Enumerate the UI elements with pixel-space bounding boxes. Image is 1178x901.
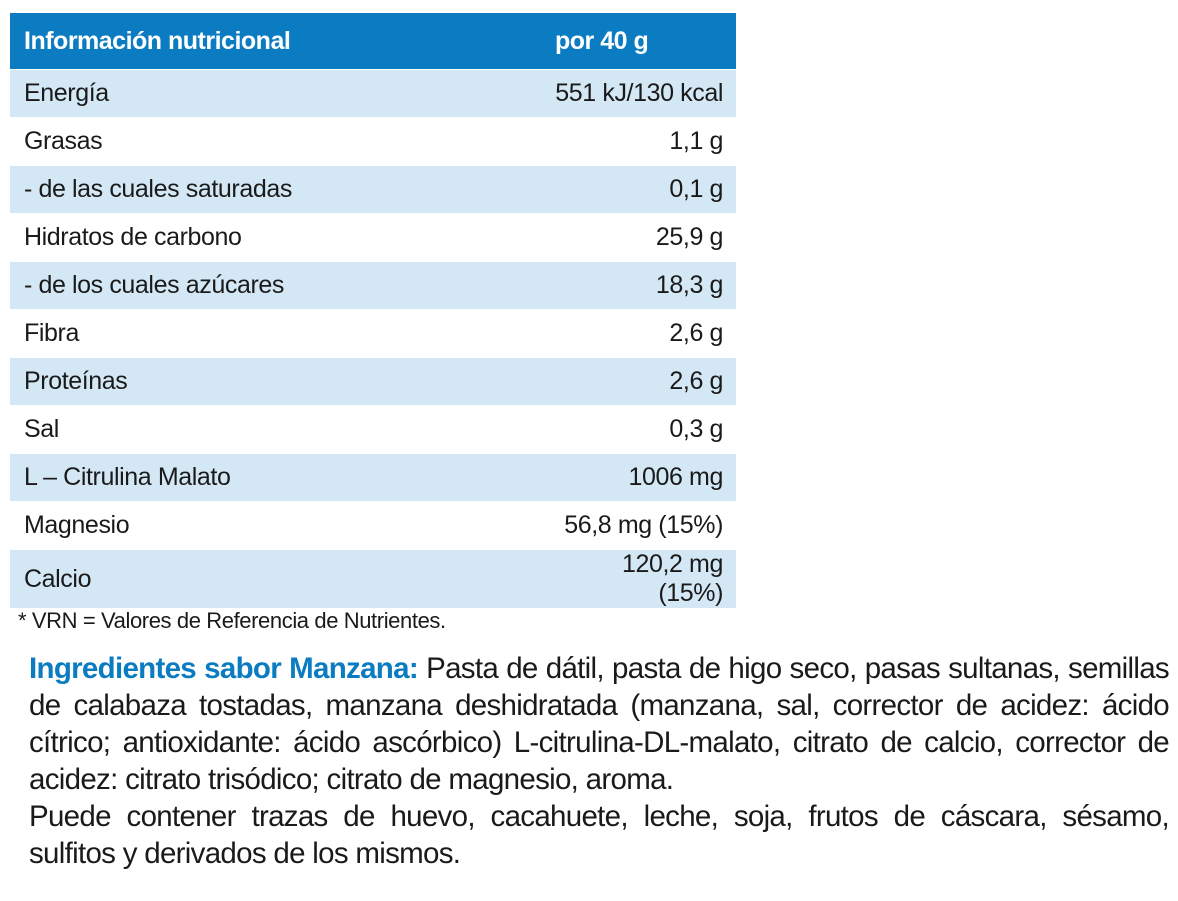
row-value: 56,8 mg (15%) xyxy=(555,502,736,550)
allergens-paragraph: Puede contener trazas de huevo, cacahuete, leche, soja, frutos de cáscara, sésamo, sulfitos y derivados de los mismos. xyxy=(29,800,1169,870)
row-label: Energía xyxy=(10,70,555,118)
row-label: Fibra xyxy=(10,310,555,358)
row-label: Proteínas xyxy=(10,358,555,406)
row-label: - de los cuales azúcares xyxy=(10,262,555,310)
table-row-saturated xyxy=(10,166,736,214)
table-row-carbohydrates xyxy=(10,214,736,262)
row-label: Magnesio xyxy=(10,502,555,550)
table-row-citrulline xyxy=(10,454,736,502)
table-row-magnesium xyxy=(10,502,736,550)
row-value: 25,9 g xyxy=(555,214,736,262)
row-label: Grasas xyxy=(10,118,555,166)
nutrition-table-header-row xyxy=(10,13,736,70)
vrn-footnote: * VRN = Valores de Referencia de Nutrientes. xyxy=(18,608,446,633)
row-value: 1006 mg xyxy=(555,454,736,502)
row-label: Calcio xyxy=(10,550,555,609)
table-row-fiber xyxy=(10,310,736,358)
header-per-serving: por 40 g xyxy=(555,13,736,70)
ingredients-paragraph xyxy=(29,650,1169,798)
ingredients-label: Ingredientes sabor Manzana: xyxy=(29,652,418,685)
row-value: 0,1 g xyxy=(555,166,736,214)
row-label: L – Citrulina Malato xyxy=(10,454,555,502)
ingredients-text: Pasta de dátil, pasta de higo seco, pasas sultanas, semillas de calabaza tostadas, manzana deshidratada (manzana, sal, corrector de acidez: ácido cítrico; antioxidante: ácido ascórbico) L-citrulina-DL-malato, citrato de calcio, corrector de acidez: citrato trisódico; citrato de magnesio, aroma. xyxy=(29,652,1169,796)
row-label: Sal xyxy=(10,406,555,454)
nutrition-table xyxy=(10,13,736,608)
row-value: 18,3 g xyxy=(555,262,736,310)
row-value: 1,1 g xyxy=(555,118,736,166)
table-row-calcium xyxy=(10,550,736,609)
row-value: 0,3 g xyxy=(555,406,736,454)
header-nutrition-info: Información nutricional xyxy=(10,13,555,70)
row-value: 2,6 g xyxy=(555,310,736,358)
table-row-salt xyxy=(10,406,736,454)
table-row-sugars xyxy=(10,262,736,310)
row-value: 120,2 mg (15%) xyxy=(555,550,736,609)
table-row-protein xyxy=(10,358,736,406)
row-value: 551 kJ/130 kcal xyxy=(555,70,736,118)
table-row-fat xyxy=(10,118,736,166)
row-value: 2,6 g xyxy=(555,358,736,406)
row-label: Hidratos de carbono xyxy=(10,214,555,262)
row-label: - de las cuales saturadas xyxy=(10,166,555,214)
table-row-energy xyxy=(10,70,736,118)
